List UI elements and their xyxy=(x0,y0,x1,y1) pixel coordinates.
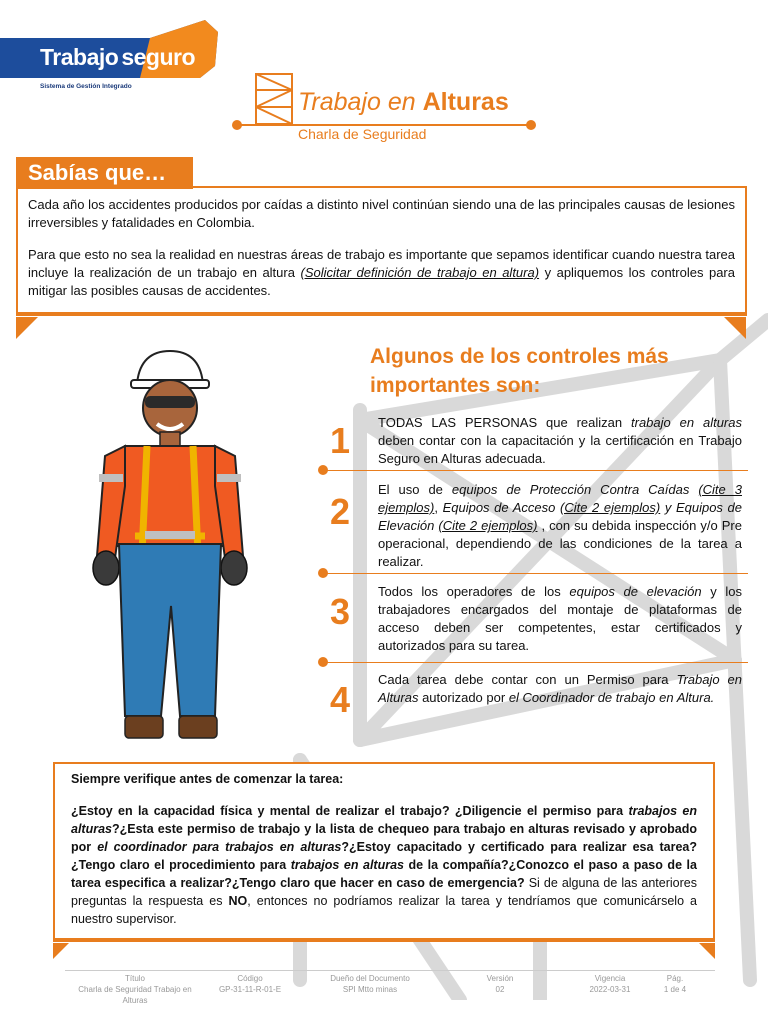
logo-subtitle: Sistema de Gestión Integrado xyxy=(40,83,132,90)
box-corner-right xyxy=(724,317,746,339)
control-number: 2 xyxy=(330,491,351,532)
sabias-que-heading: Sabías que… xyxy=(16,157,193,189)
page-title: Trabajo en Alturas xyxy=(298,88,509,116)
box-corner-left xyxy=(16,317,38,339)
control-number: 1 xyxy=(330,420,351,461)
sabias-paragraph-1: Cada año los accidentes producidos por caídas a distinto nivel continúan siendo una de las principales causas de lesiones irreversibles y fatalidades en Colombia. xyxy=(28,197,735,230)
footer-vigencia: Vigencia 2022-03-31 xyxy=(589,974,631,994)
footer-titulo: Título Charla de Seguridad Trabajo en Alturas xyxy=(78,974,192,1005)
separator-line xyxy=(322,662,748,663)
logo-wordmark: Trabajo seguro xyxy=(40,44,195,70)
sabias-que-box xyxy=(16,186,747,316)
controls-title: Algunos de los controles más importantes son: xyxy=(370,345,669,397)
title-line-dot-left xyxy=(232,120,242,130)
document-footer xyxy=(65,970,715,1010)
definition-link: (Solicitar definición de trabajo en altura) xyxy=(300,265,540,280)
control-text: Cada tarea debe contar con un Permiso para Trabajo en Alturas autorizado por el Coordinador de trabajo en Altura. xyxy=(378,672,742,705)
verify-body: ¿Estoy en la capacidad física y mental de realizar el trabajo? ¿Diligencie el permiso para trabajos en alturas?¿Esta este permiso de trabajo y la lista de chequeo para trabajo en alturas revisado y aprobado por el coordinador para trabajos en alturas?¿Estoy capacitado y certificado para realizar esa tarea?¿Tengo claro el procedimiento para trabajos en alturas de la compañía?¿Conozco el paso a paso de la tarea especifica a realizar?¿Tengo claro que hacer en caso de emergencia? Si de alguna de las anteriores preguntas la respuesta es NO, entonces no podríamos realizar la tarea y tendríamos que comunicárselo a nuestro supervisor. xyxy=(71,804,697,926)
box-corner-left xyxy=(53,943,69,959)
footer-codigo: Código GP-31-11-R-01-E xyxy=(218,974,282,994)
control-text: TODAS LAS PERSONAS que realizan trabajo en alturas deben contar con la capacitación y la certificación en Trabajo Seguro en Alturas adecuada. xyxy=(378,415,742,466)
control-number: 4 xyxy=(330,679,351,720)
sabias-paragraph-2: Para que esto no sea la realidad en nuestras áreas de trabajo es importante que sepamos identificar cuando nuestra tarea incluye la realización de un trabajo en altura (Solicitar definición de trabajo en altura) y apliquemos los controles para mitigar las posibles causas de accidentes. xyxy=(28,247,735,298)
control-number: 3 xyxy=(330,591,351,632)
box-corner-right xyxy=(699,943,715,959)
worker-illustration xyxy=(85,346,255,746)
footer-dueno: Dueño del Documento SPI Mtto minas xyxy=(330,974,410,994)
title-line-dot-right xyxy=(526,120,536,130)
separator-line xyxy=(322,573,748,574)
company-logo xyxy=(0,8,225,90)
verify-box xyxy=(53,762,715,942)
scaffold-icon xyxy=(252,70,296,126)
control-text: Todos los operadores de los equipos de elevación y los trabajadores encargados del montaje de plataformas de acceso deben ser competentes, estar certificados y autorizados para su tarea. xyxy=(378,584,742,653)
separator-line xyxy=(322,470,748,471)
footer-pagina: Pág. 1 de 4 xyxy=(663,974,687,994)
verify-heading: Siempre verifique antes de comenzar la tarea: xyxy=(71,772,344,786)
page-subtitle: Charla de Seguridad xyxy=(298,126,427,142)
control-text: El uso de equipos de Protección Contra Caídas (Cite 3 ejemplos), Equipos de Acceso (Cite 2 ejemplos) y Equipos de Elevación (Cite 2 ejemplos) , con su debida inspección y/o Pre operacional, dependiendo de las condiciones de la tarea a realizar. xyxy=(378,482,742,569)
footer-version: Versión 02 xyxy=(486,974,514,994)
